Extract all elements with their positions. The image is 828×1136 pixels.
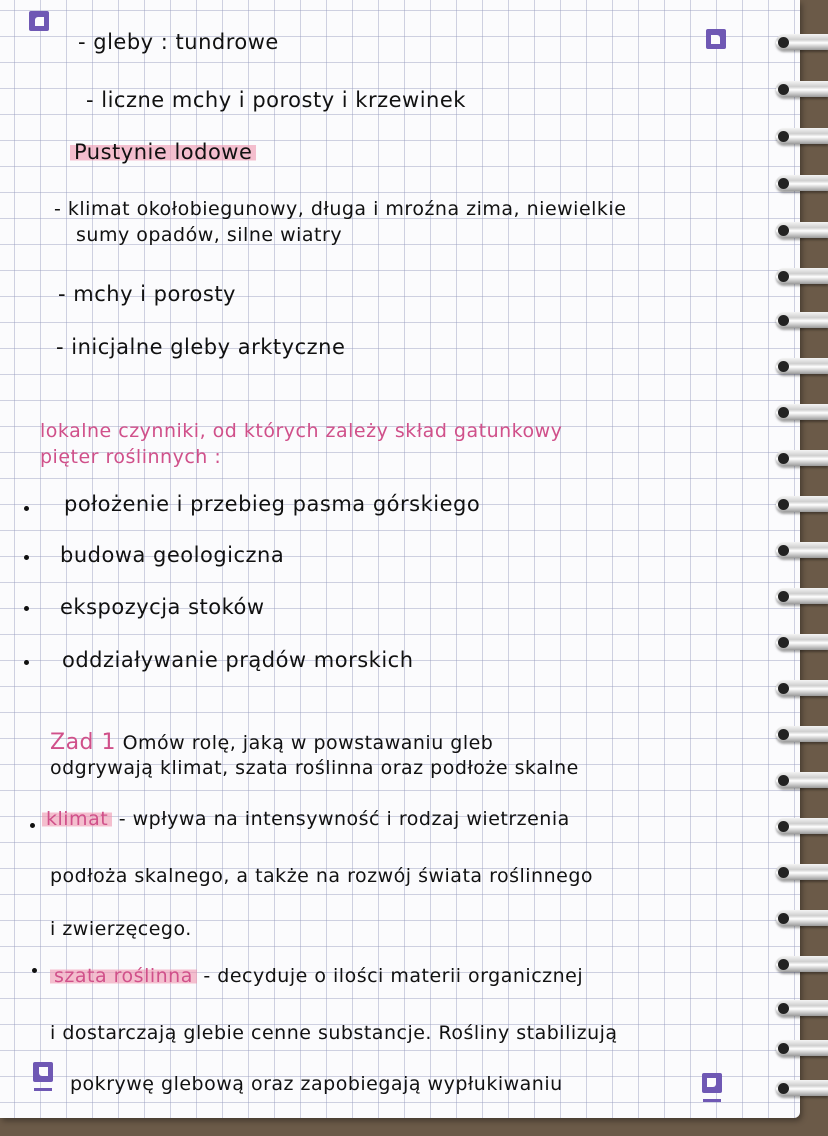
answer-vegetation: [50, 965, 583, 987]
ice-desert-plants-line: - mchy i porosty: [58, 282, 236, 306]
task-question-cont: odgrywają klimat, szata roślinna oraz podłoże skalne: [50, 757, 579, 779]
spiral-binding-ring-icon: [776, 910, 828, 928]
ice-desert-heading-highlight: Pustynie lodowe: [70, 140, 256, 164]
corner-marker-bottom-right-icon: [702, 1073, 722, 1093]
spiral-binding-ring-icon: [776, 818, 828, 836]
answer-vegetation-line: pokrywę glebową oraz zapobiegają wypłukiwaniu: [70, 1073, 563, 1095]
local-factor-item: budowa geologiczna: [60, 543, 285, 567]
local-factors-heading-cont: pięter roślinnych :: [40, 446, 222, 468]
corner-marker-top-right-icon: [706, 29, 726, 49]
answer-climate-text: - wpływa na intensywność i rodzaj wietrzenia: [118, 808, 570, 830]
spiral-binding-ring-icon: [776, 128, 828, 146]
answer-climate-term: klimat: [42, 808, 112, 830]
bullet-icon: [24, 660, 29, 665]
spiral-binding-ring-icon: [776, 1040, 828, 1058]
spiral-binding-ring-icon: [776, 312, 828, 330]
task-question-text: Omów rolę, jaką w powstawaniu gleb: [122, 732, 494, 754]
bullet-icon: [24, 606, 29, 611]
spiral-binding-ring-icon: [776, 175, 828, 193]
spiral-binding-ring-icon: [776, 222, 828, 240]
spiral-binding-ring-icon: [776, 358, 828, 376]
spiral-binding-ring-icon: [776, 588, 828, 606]
tundra-vegetation-line: - liczne mchy i porosty i krzewinek: [86, 88, 466, 112]
answer-vegetation-line: i dostarczają glebie cenne substancje. Rośliny stabilizują: [50, 1022, 618, 1044]
spiral-binding-ring-icon: [776, 268, 828, 286]
spiral-binding-ring-icon: [776, 34, 828, 52]
ice-desert-soil-line: - inicjalne gleby arktyczne: [56, 335, 346, 359]
answer-vegetation-term: szata roślinna: [50, 965, 197, 987]
task-question: [50, 730, 493, 755]
task-label: Zad 1: [50, 730, 117, 755]
bullet-icon: [30, 823, 35, 828]
corner-marker-top-left-icon: [29, 11, 49, 31]
spiral-binding-ring-icon: [776, 680, 828, 698]
bullet-icon: [32, 968, 37, 973]
local-factor-item: ekspozycja stoków: [60, 595, 265, 619]
spiral-binding-ring-icon: [776, 1080, 828, 1098]
corner-marker-bottom-left-bar: [34, 1088, 52, 1091]
corner-marker-bottom-left-icon: [33, 1062, 53, 1082]
spiral-binding-ring-icon: [776, 81, 828, 99]
ice-desert-heading: [70, 140, 256, 164]
ice-desert-climate-line-cont: sumy opadów, silne wiatry: [76, 224, 343, 246]
answer-climate-line: i zwierzęcego.: [50, 918, 192, 940]
spiral-binding-ring-icon: [776, 634, 828, 652]
spiral-binding-ring-icon: [776, 496, 828, 514]
answer-climate-line: podłoża skalnego, a także na rozwój świata roślinnego: [50, 865, 594, 887]
bullet-icon: [24, 555, 29, 560]
local-factor-item: oddziaływanie prądów morskich: [62, 648, 414, 672]
corner-marker-bottom-right-bar: [703, 1099, 721, 1102]
answer-climate: [42, 808, 570, 830]
spiral-binding-ring-icon: [776, 956, 828, 974]
spiral-binding-ring-icon: [776, 542, 828, 560]
local-factor-item: położenie i przebieg pasma górskiego: [64, 492, 481, 516]
ice-desert-climate-line: - klimat okołobiegunowy, długa i mroźna zima, niewielkie: [54, 198, 627, 220]
spiral-binding-ring-icon: [776, 864, 828, 882]
bullet-icon: [24, 506, 29, 511]
spiral-binding-ring-icon: [776, 726, 828, 744]
spiral-binding-ring-icon: [776, 450, 828, 468]
spiral-binding-ring-icon: [776, 404, 828, 422]
tundra-soil-line: - gleby : tundrowe: [78, 30, 279, 54]
local-factors-heading: lokalne czynniki, od których zależy skład gatunkowy: [40, 420, 563, 442]
spiral-binding-ring-icon: [776, 772, 828, 790]
spiral-binding-ring-icon: [776, 1000, 828, 1018]
answer-vegetation-text: - decyduje o ilości materii organicznej: [203, 965, 584, 987]
